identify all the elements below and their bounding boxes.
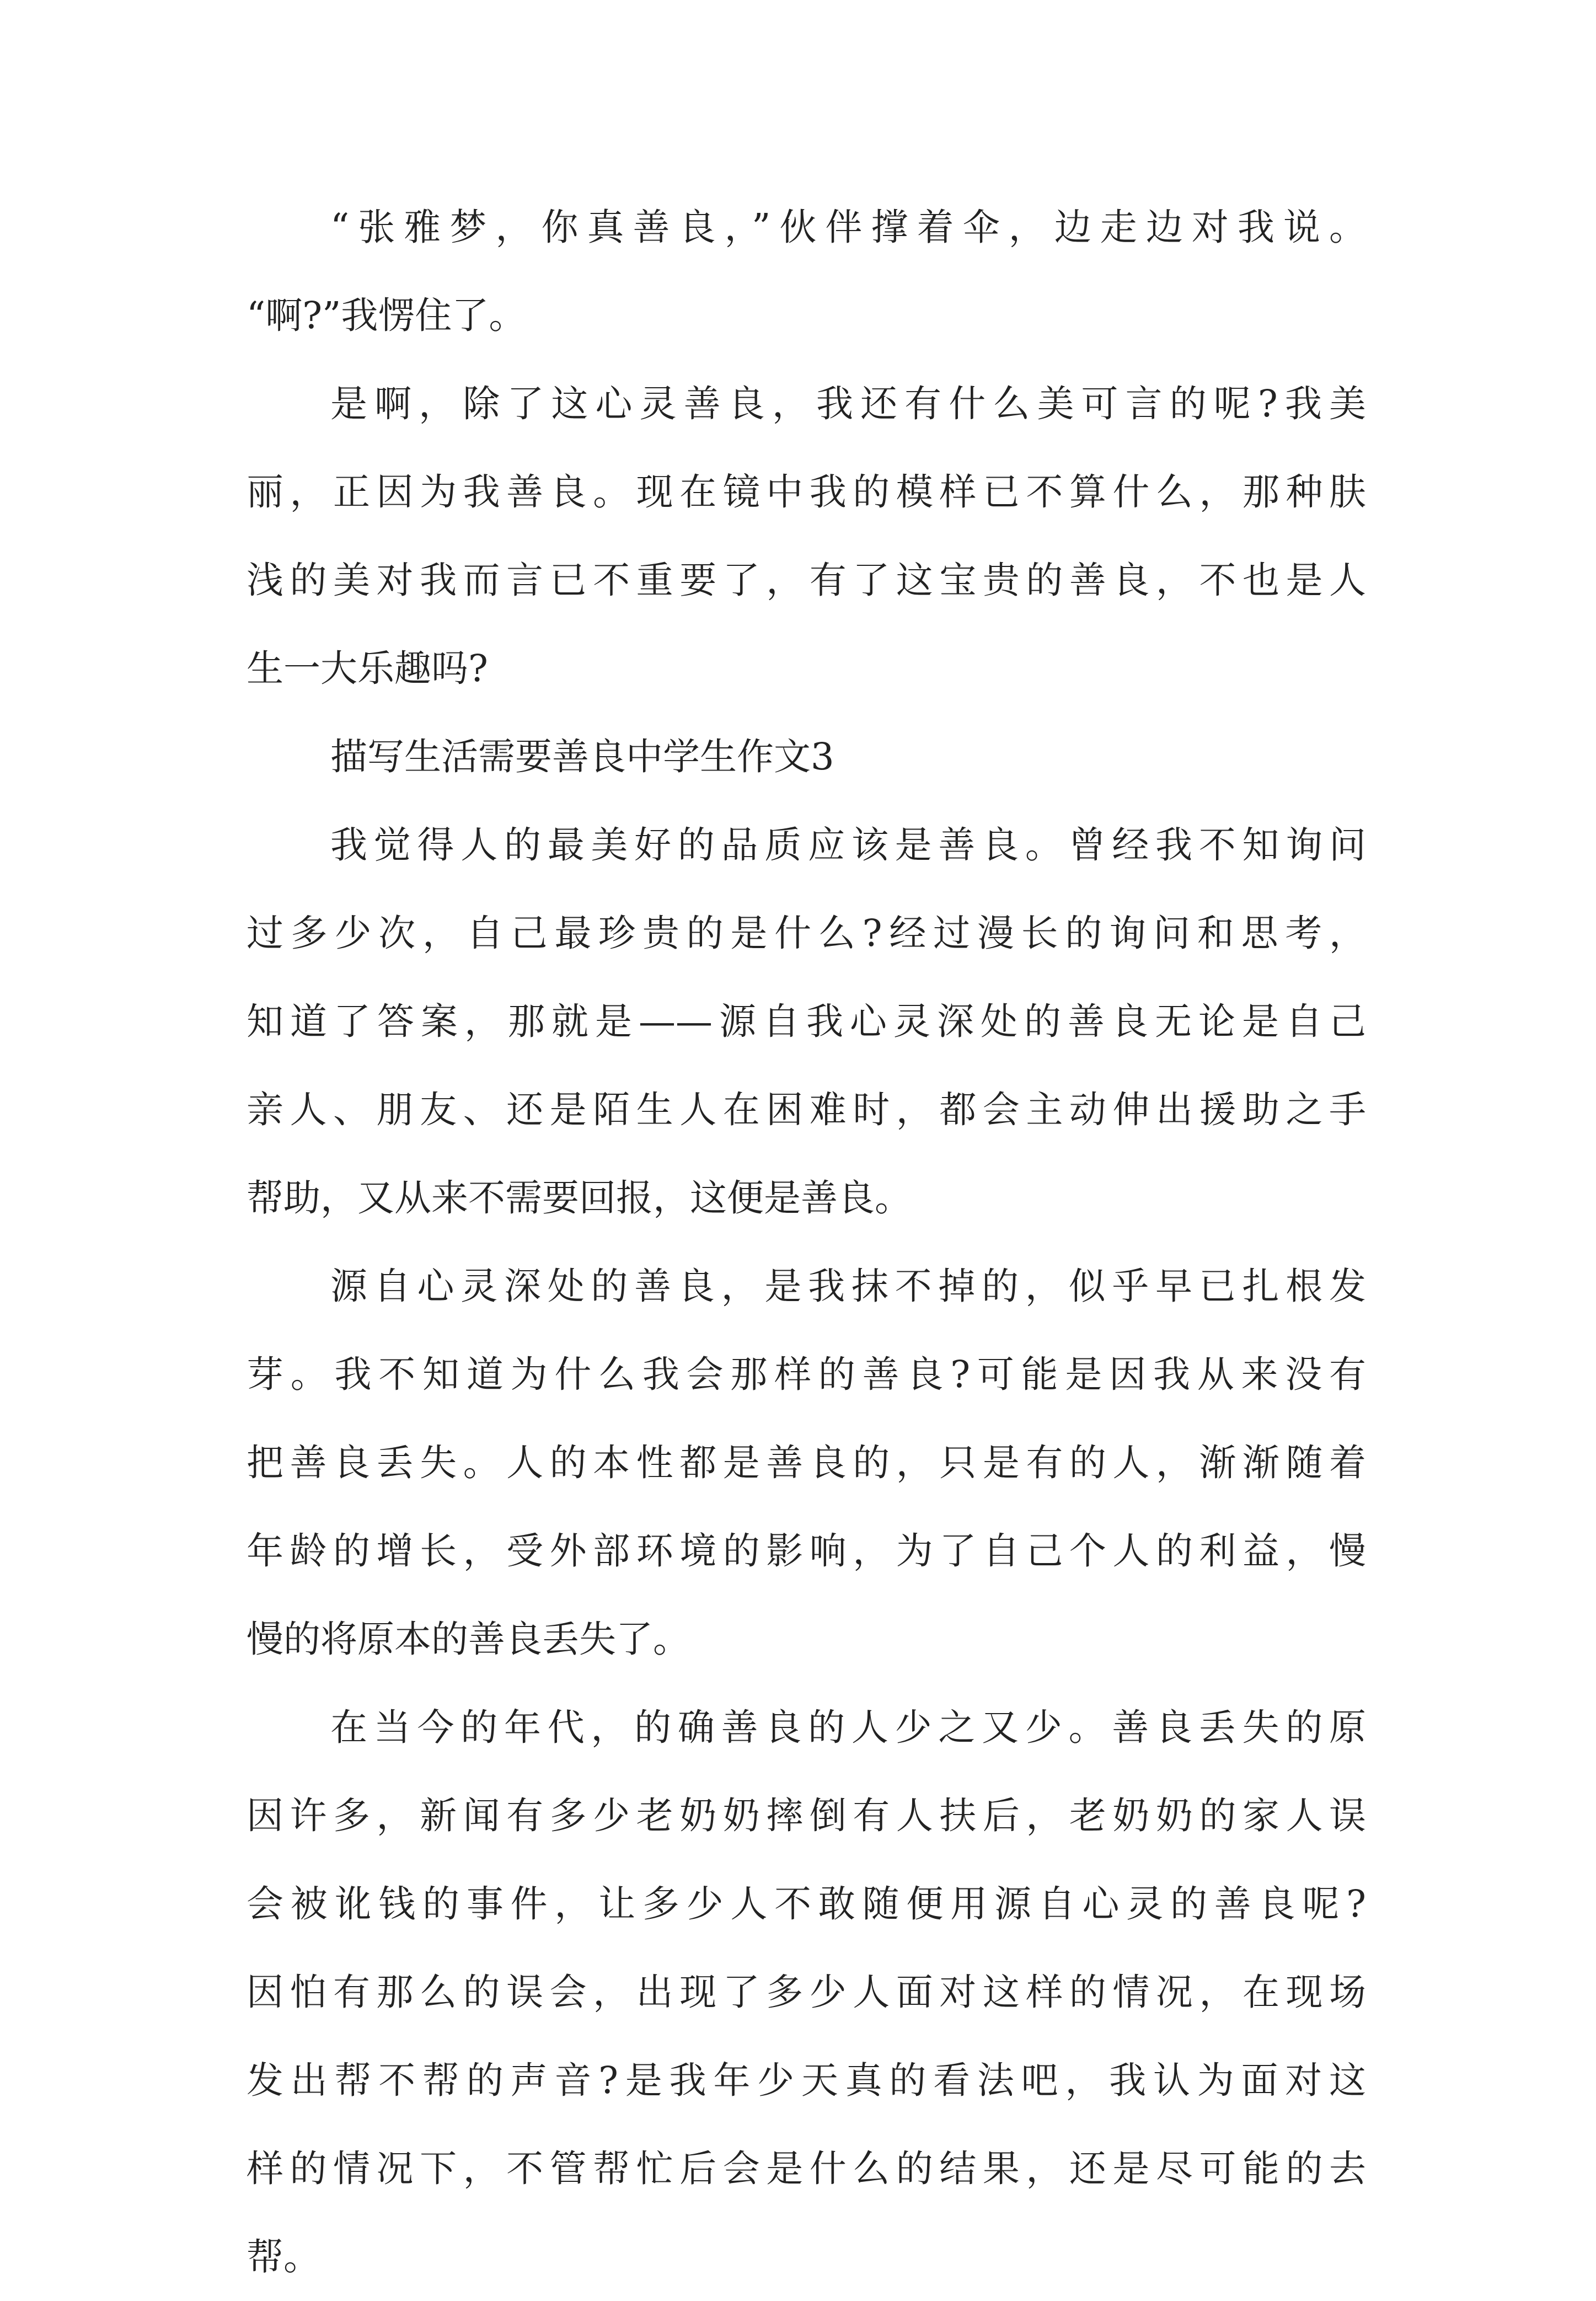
section-heading: 描写生活需要善良中学生作文3 [330, 735, 834, 778]
text-line: 生一大乐趣吗? [247, 647, 488, 690]
text-line: 知道了答案，那就是——源自我心灵深处的善良无论是自己 [247, 1000, 1366, 1043]
text-line: 芽。我不知道为什么我会那样的善良?可能是因我从来没有 [247, 1353, 1366, 1396]
text-line: 会被讹钱的事件，让多少人不敢随便用源自心灵的善良呢? [247, 1882, 1366, 1925]
text-line: 过多少次，自己最珍贵的是什么?经过漫长的询问和思考， [247, 912, 1366, 955]
text-line: 浅的美对我而言已不重要了，有了这宝贵的善良，不也是人 [247, 559, 1366, 602]
text-line: 源自心灵深处的善良，是我抹不掉的，似乎早已扎根发 [330, 1265, 1366, 1308]
text-line: 亲人、朋友、还是陌生人在困难时，都会主动伸出援助之手 [247, 1088, 1366, 1131]
document-body [247, 183, 1366, 2301]
text-line: 发出帮不帮的声音?是我年少天真的看法吧，我认为面对这 [247, 2059, 1366, 2102]
text-line: 把善良丢失。人的本性都是善良的，只是有的人，渐渐随着 [247, 1441, 1366, 1484]
text-line: 帮助，又从来不需要回报，这便是善良。 [247, 1176, 912, 1219]
text-line: 慢的将原本的善良丢失了。 [247, 1618, 690, 1661]
text-line: 因许多，新闻有多少老奶奶摔倒有人扶后，老奶奶的家人误 [247, 1794, 1366, 1837]
text-line: 年龄的增长，受外部环境的影响，为了自己个人的利益，慢 [247, 1529, 1366, 1572]
text-line: 我觉得人的最美好的品质应该是善良。曾经我不知询问 [330, 823, 1366, 866]
text-line: “啊?”我愣住了。 [247, 294, 526, 337]
text-line: 因怕有那么的误会，出现了多少人面对这样的情况，在现场 [247, 1971, 1366, 2014]
text-line: “张雅梦，你真善良，”伙伴撑着伞，边走边对我说。 [330, 206, 1366, 249]
text-line: 样的情况下，不管帮忙后会是什么的结果，还是尽可能的去 [247, 2147, 1366, 2190]
text-line: 帮。 [247, 2235, 320, 2278]
text-line: 在当今的年代，的确善良的人少之又少。善良丢失的原 [330, 1706, 1366, 1749]
text-line: 是啊，除了这心灵善良，我还有什么美可言的呢?我美 [330, 382, 1366, 425]
text-line: 丽，正因为我善良。现在镜中我的模样已不算什么，那种肤 [247, 470, 1366, 513]
